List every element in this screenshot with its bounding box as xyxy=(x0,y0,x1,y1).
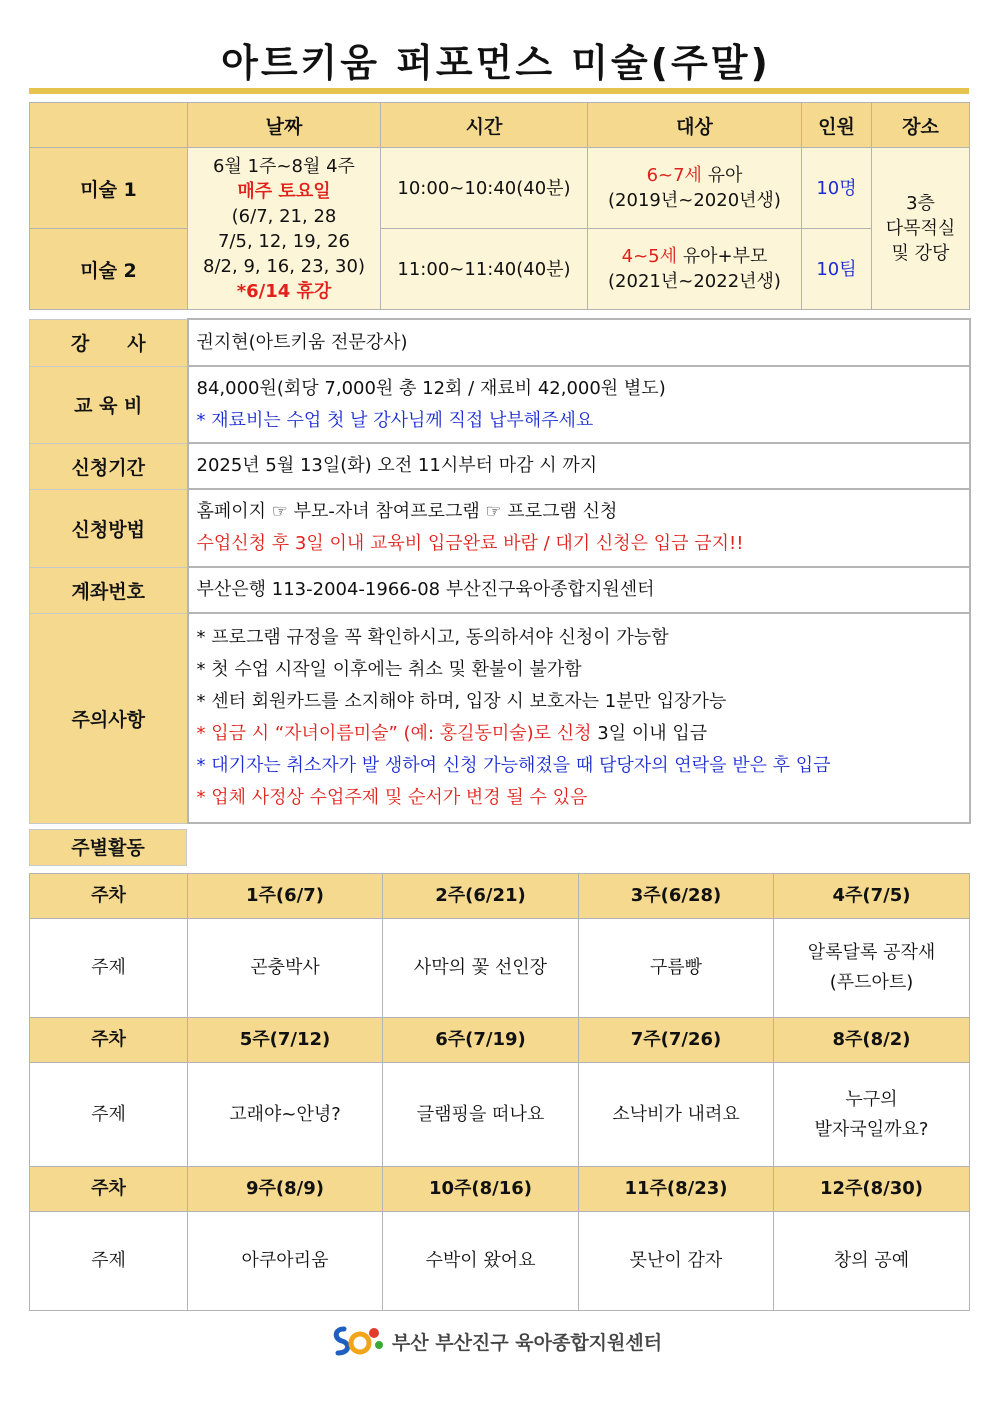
header-date: 날짜 xyxy=(188,103,381,148)
period-label: 신청기간 xyxy=(30,443,188,489)
week-header: 2주(6/21) xyxy=(383,874,579,919)
topic-cell: 못난이 감자 xyxy=(579,1212,774,1311)
week-header: 8주(8/2) xyxy=(774,1018,970,1063)
class2-birth: (2021년~2022년생) xyxy=(608,271,781,292)
week-header: 3주(6/28) xyxy=(579,874,774,919)
fee-cell xyxy=(188,366,970,443)
note-item xyxy=(197,718,969,750)
class1-capacity: 10명 xyxy=(802,148,872,229)
week-header: 6주(7/19) xyxy=(383,1018,579,1063)
week-header: 9주(8/9) xyxy=(188,1167,383,1212)
topic-label: 주제 xyxy=(30,1212,188,1311)
place-line: 3층 xyxy=(906,193,935,214)
class2-capacity: 10팀 xyxy=(802,229,872,310)
note-deposit-rest: 3일 이내 입금 xyxy=(591,723,708,744)
note-item: * 첫 수업 시작일 이후에는 취소 및 환불이 불가함 xyxy=(196,659,582,680)
page-title: 아트키움 퍼포먼스 미술(주말) xyxy=(221,41,771,85)
schedule-corner xyxy=(30,103,188,148)
class1-age-type: 유아 xyxy=(701,165,743,186)
topic-cell: 창의 공예 xyxy=(774,1212,970,1311)
topic-label: 주제 xyxy=(30,919,188,1018)
week-header: 11주(8/23) xyxy=(579,1167,774,1212)
date-weekday: 매주 토요일 xyxy=(237,180,331,202)
week-header: 7주(7/26) xyxy=(579,1018,774,1063)
topic-line: (푸드아트) xyxy=(829,972,914,993)
fee-value: 84,000원(회당 7,000원 총 12회 / 재료비 42,000원 별도) xyxy=(196,377,666,399)
class1-age: 6~7세 xyxy=(646,165,702,186)
title-underline xyxy=(29,88,969,94)
place-line: 및 강당 xyxy=(891,243,950,264)
date-line: 7/5, 12, 19, 26 xyxy=(217,230,350,252)
topic-cell xyxy=(774,919,970,1018)
date-line: 6월 1주~8월 4주 xyxy=(213,155,355,177)
topic-line: 발자국일까요? xyxy=(814,1118,929,1140)
notes-label: 주의사항 xyxy=(30,613,188,823)
note-item: * 센터 회원카드를 소지해야 하며, 입장 시 보호자는 1분만 입장가능 xyxy=(196,691,727,712)
week-header: 4주(7/5) xyxy=(774,874,970,919)
topic-cell: 소낙비가 내려요 xyxy=(579,1063,774,1167)
place-cell xyxy=(872,148,970,310)
week-header: 5주(7/12) xyxy=(188,1018,383,1063)
week-header: 12주(8/30) xyxy=(774,1167,970,1212)
class2-name: 미술 2 xyxy=(30,229,188,310)
footer-org: 부산 부산진구 육아종합지원센터 xyxy=(391,1331,663,1354)
note-item: * 업체 사정상 수업주제 및 순서가 변경 될 수 있음 xyxy=(196,787,588,808)
week-label: 주차 xyxy=(30,874,188,919)
header-target: 대상 xyxy=(588,103,802,148)
fee-note: * 재료비는 수업 첫 날 강사님께 직접 납부해주세요 xyxy=(196,409,594,431)
instructor-value: 권지현(아트키움 전문강사) xyxy=(188,319,970,366)
schedule-table xyxy=(29,102,970,310)
class1-target xyxy=(588,148,802,229)
center-logo-icon xyxy=(330,1323,384,1359)
date-holiday: *6/14 휴강 xyxy=(236,280,332,302)
account-label: 계좌번호 xyxy=(30,567,188,613)
fee-label: 교 육 비 xyxy=(30,366,188,443)
footer xyxy=(0,1321,992,1361)
class1-birth: (2019년~2020년생) xyxy=(608,190,781,211)
weekly-table xyxy=(29,873,970,1311)
topic-cell: 글램핑을 떠나요 xyxy=(383,1063,579,1167)
place-line: 다목적실 xyxy=(885,218,956,239)
topic-cell: 아쿠아리움 xyxy=(188,1212,383,1311)
topic-label: 주제 xyxy=(30,1063,188,1167)
week-header: 10주(8/16) xyxy=(383,1167,579,1212)
period-value: 2025년 5월 13일(화) 오전 11시부터 마감 시 까지 xyxy=(188,443,970,489)
info-table xyxy=(29,318,971,824)
note-item: * 프로그램 규정을 꼭 확인하시고, 동의하셔야 신청이 가능함 xyxy=(196,627,669,648)
topic-cell xyxy=(774,1063,970,1167)
method-note: 수업신청 후 3일 이내 교육비 입금완료 바람 / 대기 신청은 입금 금지!! xyxy=(196,533,744,554)
method-value: 홈페이지 ☞ 부모-자녀 참여프로그램 ☞ 프로그램 신청 xyxy=(196,501,618,522)
topic-cell: 구름빵 xyxy=(579,919,774,1018)
week-header: 1주(6/7) xyxy=(188,874,383,919)
class2-target xyxy=(588,229,802,310)
topic-line: 누구의 xyxy=(845,1088,898,1110)
method-cell xyxy=(188,489,970,567)
note-deposit-name: * 입금 시 “자녀이름미술” (예: 홍길동미술)로 신청 xyxy=(196,723,592,744)
class1-time: 10:00~10:40(40분) xyxy=(381,148,588,229)
topic-cell: 고래야~안녕? xyxy=(188,1063,383,1167)
notes-cell xyxy=(188,613,970,823)
instructor-label: 강 사 xyxy=(30,319,188,366)
date-line: (6/7, 21, 28 xyxy=(231,205,337,227)
header-time: 시간 xyxy=(381,103,588,148)
method-label: 신청방법 xyxy=(30,489,188,567)
week-label: 주차 xyxy=(30,1018,188,1063)
class2-time: 11:00~11:40(40분) xyxy=(381,229,588,310)
topic-cell: 사막의 꽃 선인장 xyxy=(383,919,579,1018)
weekly-activity-label: 주별활동 xyxy=(29,829,187,866)
header-capacity: 인원 xyxy=(802,103,872,148)
note-item: * 대기자는 취소자가 발 생하여 신청 가능해졌을 때 담당자의 연락을 받은 후 입금 xyxy=(196,755,831,776)
class1-name: 미술 1 xyxy=(30,148,188,229)
account-value: 부산은행 113-2004-1966-08 부산진구육아종합지원센터 xyxy=(188,567,970,613)
date-line: 8/2, 9, 16, 23, 30) xyxy=(203,255,365,277)
topic-cell: 곤충박사 xyxy=(188,919,383,1018)
header-place: 장소 xyxy=(872,103,970,148)
date-cell xyxy=(188,148,381,310)
class2-age: 4~5세 xyxy=(621,246,677,267)
week-label: 주차 xyxy=(30,1167,188,1212)
class2-age-type: 유아+부모 xyxy=(677,246,768,267)
topic-cell: 수박이 왔어요 xyxy=(383,1212,579,1311)
topic-line: 알록달록 공작새 xyxy=(807,942,936,963)
